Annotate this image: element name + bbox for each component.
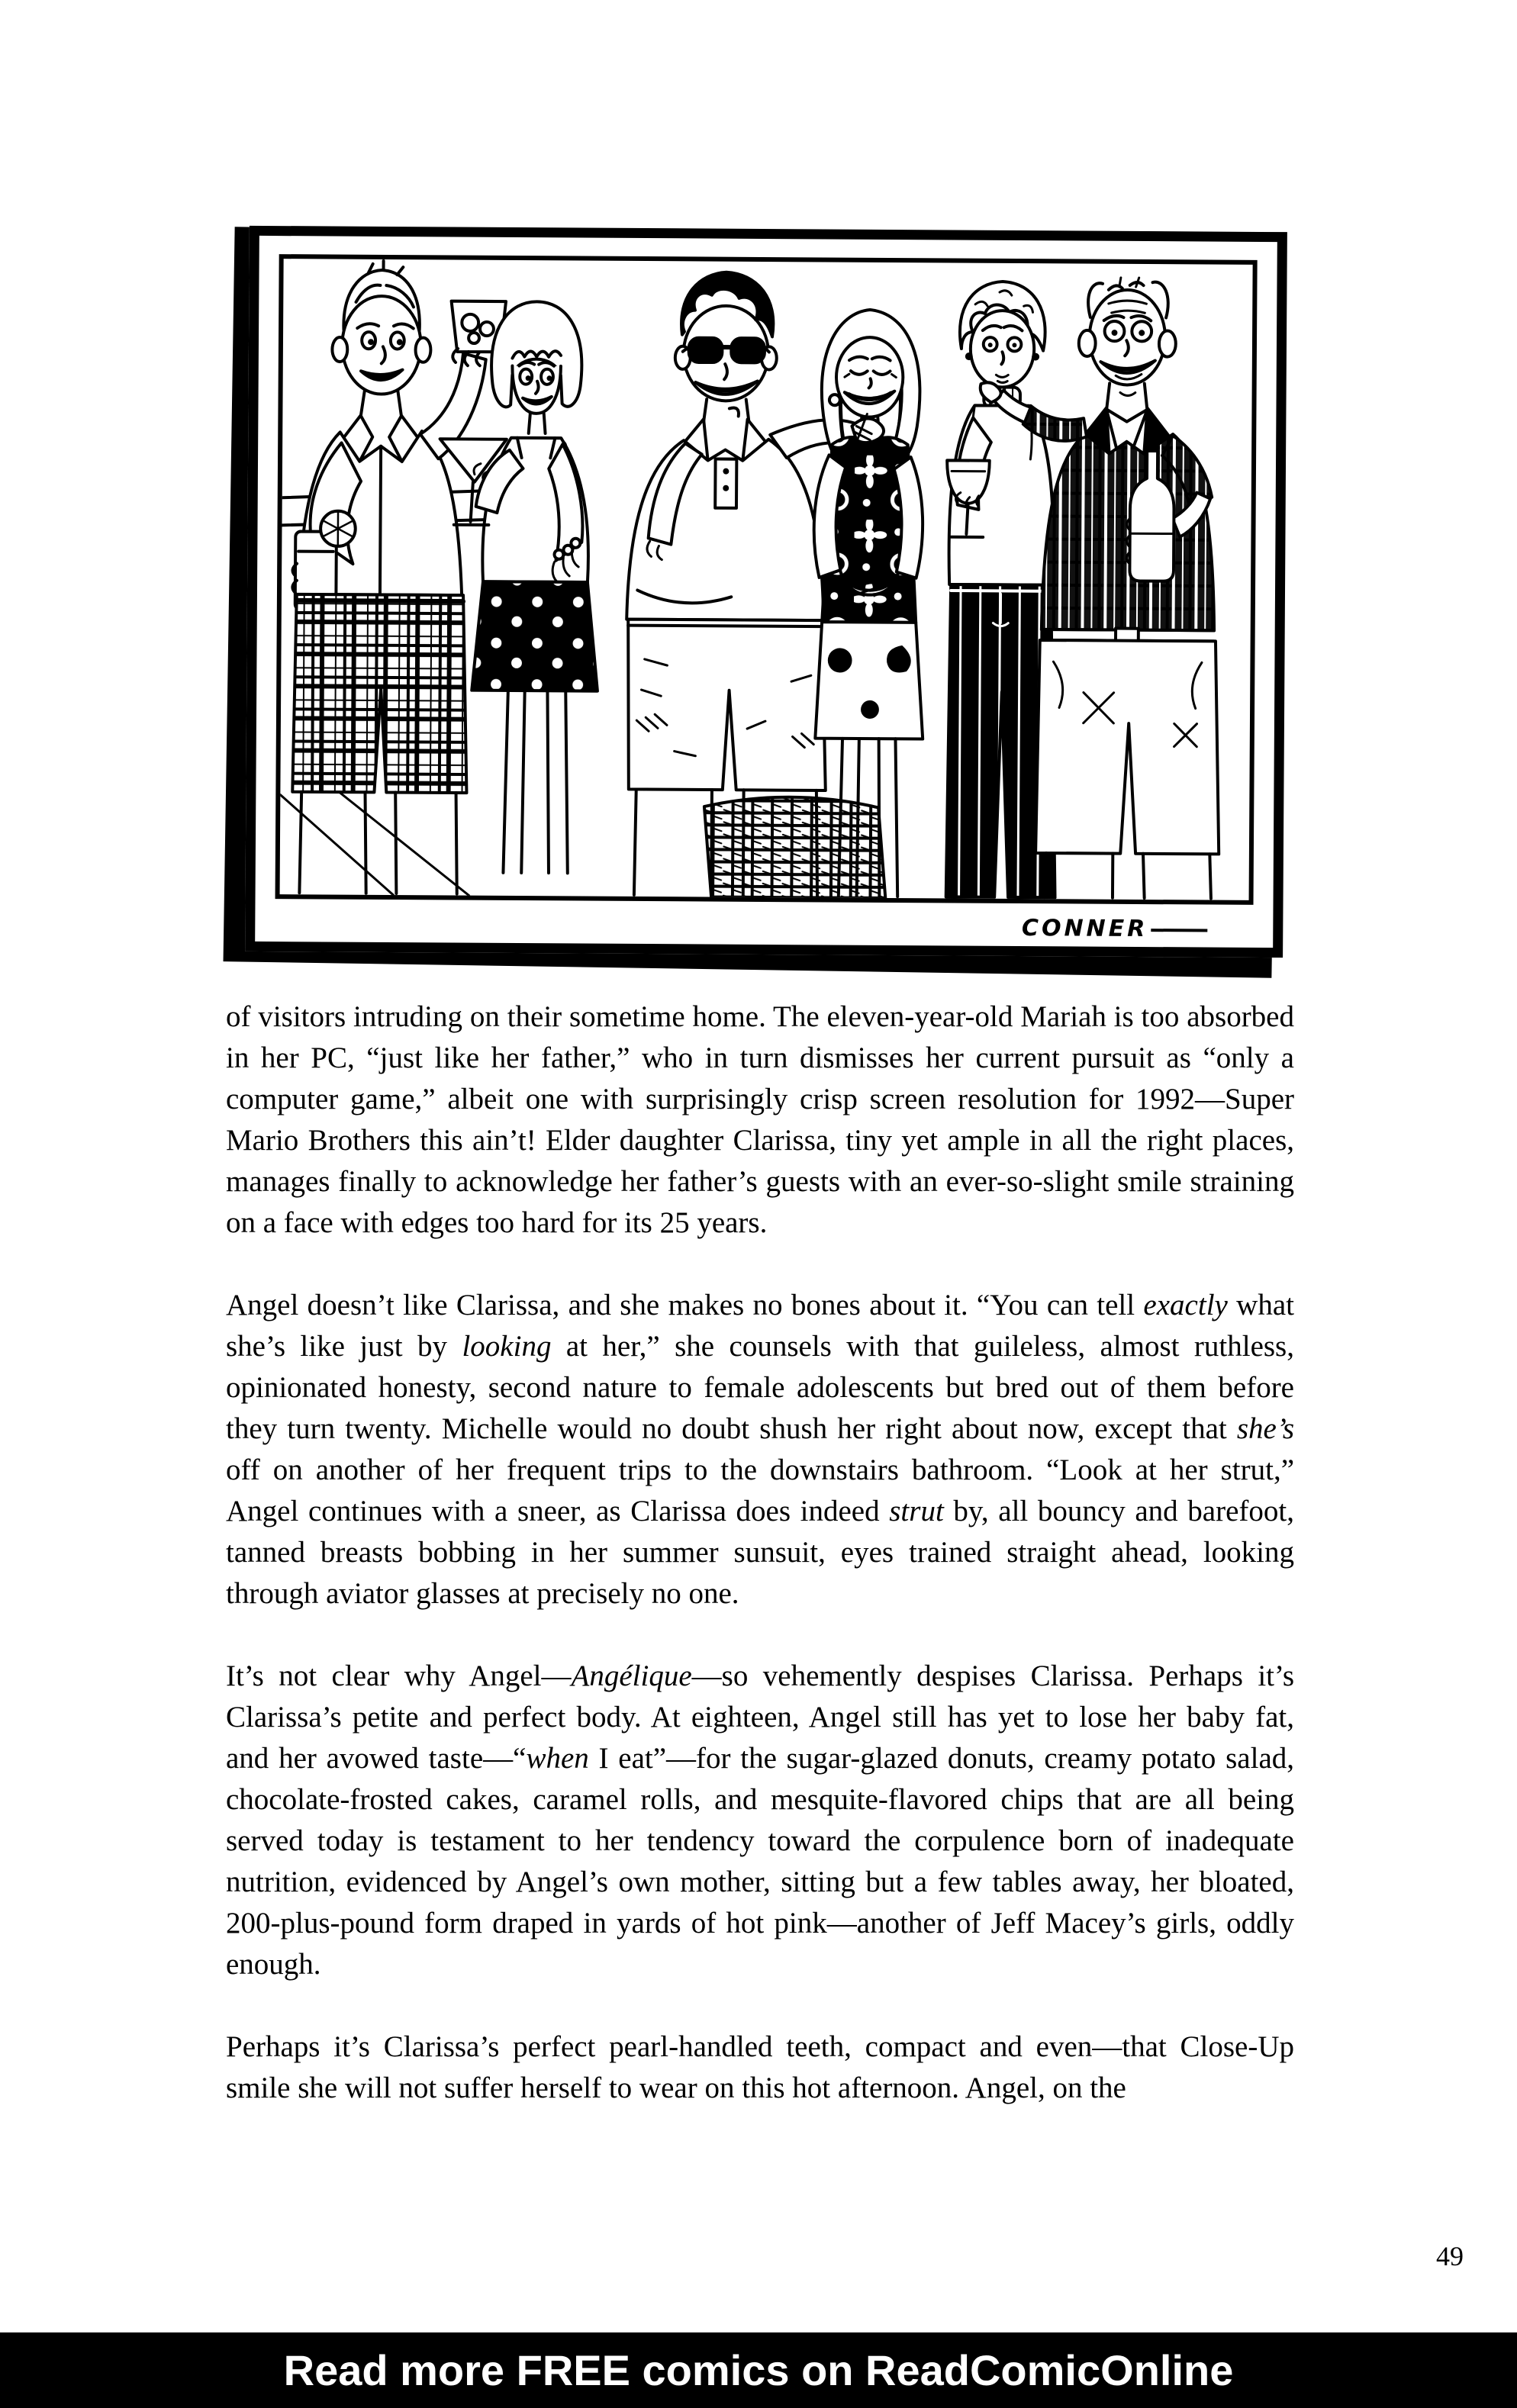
paragraph: of visitors intruding on their sometime home. The eleven-year-old Mariah is too absorbed in her PC, “just like her father,” who in turn dismisses her current pursuit as “only a computer game,” albeit one with surprisingly crisp screen resolution for 1992—Super Mario Brothers this ain’t! Elder daughter Clarissa, tiny yet ample in all the right places, manages finally to acknowledge her father’s guests with an ever-so-slight smile straining on a face with edges too hard for its 25 years. (226, 1000, 1294, 1239)
artist-signature: CONNER (1022, 915, 1208, 942)
page-number: 49 (1436, 2241, 1464, 2271)
figure-man-toasting-plaid-shorts (291, 260, 506, 894)
paragraph: Angel doesn’t like Clarissa, and she makes no bones about it. “You can tell exactly what she’s like just by looking at her,” she counsels with that guileless, almost ruthless, opinionated honesty, second nature to female adolescents but bred out of them before they turn twenty. Michelle would no doubt shush her right about now, except that she’s off on another of her frequent trips to the downstairs bathroom. “Look at her strut,” Angel continues with a sneer, as Clarissa does indeed strut by, all bouncy and barefoot, tanned breasts bobbing in her summer sunsuit, eyes trained straight ahead, looking through aviator glasses at precisely no one. (226, 1289, 1294, 1610)
paragraph: It’s not clear why Angel—Angélique—so vehemently despises Clarissa. Perhaps it’s Clarissa’s petite and perfect body. At eighteen, Angel still has yet to lose her baby fat, and her avowed taste—“when I eat”—for the sugar-glazed donuts, creamy potato salad, chocolate-frosted cakes, caramel rolls, and mesquite-flavored chips that are all being served today is testament to her tendency toward the corpulence born of inadequate nutrition, evidenced by Angel’s own mother, sitting but a few tables away, her bloated, 200-plus-pound form draped in yards of hot pink—another of Jeff Macey’s girls, oddly enough. (226, 1660, 1295, 1981)
readcomiconline-banner[interactable]: Read more FREE comics on ReadComicOnline (0, 2332, 1517, 2408)
photo-frame (245, 226, 1287, 958)
body-text (226, 996, 1294, 2150)
photo-panel (275, 254, 1258, 905)
party-photo-illustration (229, 226, 1291, 970)
paragraph: Perhaps it’s Clarissa’s perfect pearl-handled teeth, compact and even—that Close-Up smile she will not suffer herself to wear on this hot afternoon. Angel, on the (226, 2030, 1294, 2104)
